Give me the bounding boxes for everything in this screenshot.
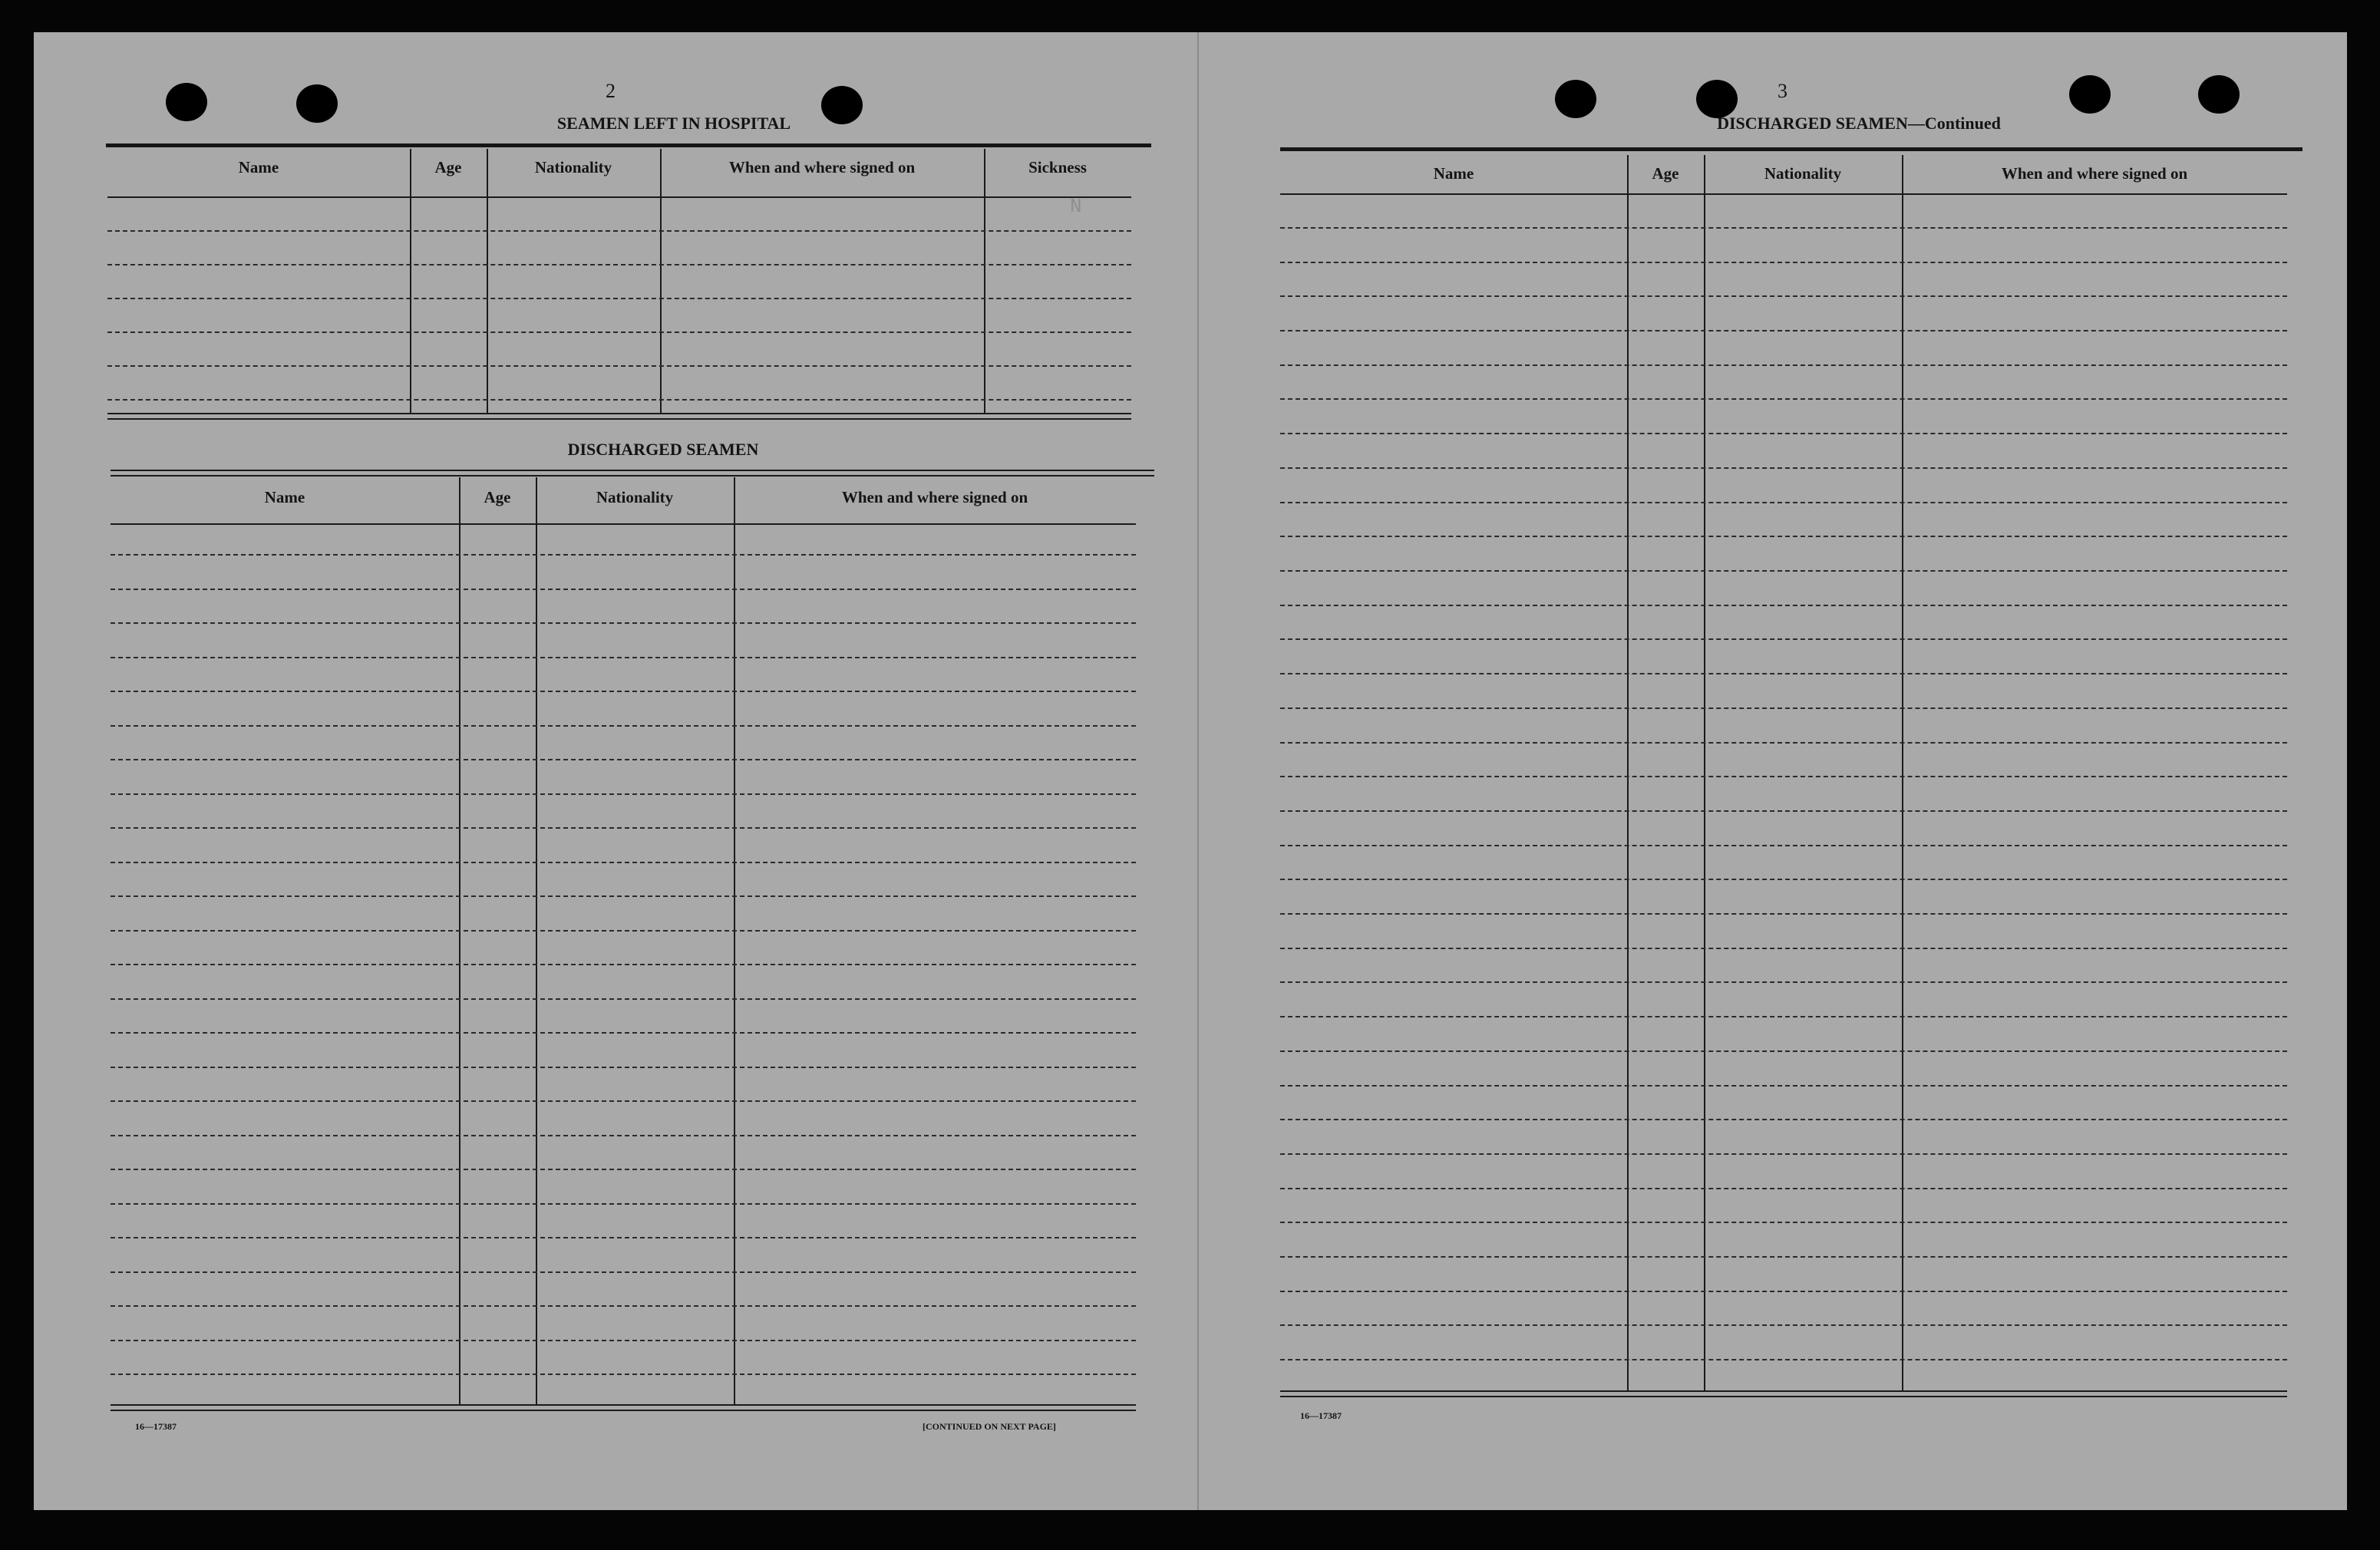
entry-line: [111, 1100, 1136, 1102]
bleed-through-text: N: [1070, 195, 1082, 218]
entry-line: [111, 1203, 1136, 1205]
punch-hole: [1555, 80, 1596, 118]
column-rule: [660, 149, 662, 413]
entry-line: [111, 759, 1136, 760]
column-header: Name: [1433, 164, 1474, 183]
entry-line: [111, 1340, 1136, 1341]
punch-hole: [166, 83, 207, 121]
entry-line: [1280, 707, 2287, 709]
table-bottom-rule: [111, 1404, 1136, 1411]
entry-line: [1280, 1153, 2287, 1155]
entry-line: [111, 895, 1136, 897]
hospital-table-top-rule: [106, 143, 1151, 147]
discharged-continued-title: [1644, 114, 2074, 134]
entry-line: [111, 589, 1136, 590]
column-rule: [459, 477, 460, 1404]
discharged-section-title: DISCHARGED SEAMEN: [567, 440, 759, 459]
table-bottom-rule: [107, 413, 1131, 420]
entry-line: [1280, 776, 2287, 777]
entry-line: [1280, 1085, 2287, 1087]
entry-line: [107, 331, 1131, 333]
entry-line: [1280, 330, 2287, 331]
entry-line: [1280, 742, 2287, 744]
entry-line: [111, 1067, 1136, 1068]
entry-line: [1280, 913, 2287, 915]
entry-line: [107, 365, 1131, 367]
entry-line: [107, 298, 1131, 299]
entry-line: [1280, 1016, 2287, 1017]
punch-hole: [2069, 75, 2111, 114]
section-title-main: DISCHARGED SEAMEN: [1717, 114, 1908, 133]
entry-line: [1280, 364, 2287, 366]
column-header: Name: [264, 488, 305, 506]
column-header: Age: [1652, 164, 1679, 183]
entry-line: [1280, 227, 2287, 229]
entry-line: [1280, 981, 2287, 983]
entry-line: [111, 1032, 1136, 1034]
entry-line: [1280, 1359, 2287, 1360]
discharged-table-top-rule: [111, 470, 1154, 477]
punch-hole: [2198, 75, 2240, 114]
entry-line: [1280, 638, 2287, 640]
column-header: When and where signed on: [728, 158, 916, 176]
column-header: Nationality: [1764, 164, 1842, 183]
entry-line: [111, 930, 1136, 932]
punch-hole: [1696, 80, 1738, 118]
entry-line: [1280, 295, 2287, 297]
entry-line: [1280, 1119, 2287, 1120]
continued-table-top-rule: [1280, 147, 2302, 151]
entry-line: [1280, 845, 2287, 846]
continued-note: [CONTINUED ON NEXT PAGE]: [923, 1421, 1056, 1432]
right-form-page: [1199, 32, 2347, 1510]
entry-line: [107, 230, 1131, 232]
section-title-suffix: —Continued: [1907, 114, 2001, 133]
entry-line: [1280, 262, 2287, 263]
form-number: 16—17387: [135, 1421, 177, 1432]
page-number: 2: [606, 80, 616, 102]
column-header: Sickness: [1028, 158, 1087, 176]
entry-line: [107, 399, 1131, 401]
column-header: When and where signed on: [841, 488, 1028, 506]
entry-line: [111, 554, 1136, 556]
column-rule: [984, 149, 985, 413]
entry-line: [111, 1271, 1136, 1273]
entry-line: [1280, 605, 2287, 606]
left-form-page: [34, 32, 1200, 1510]
entry-line: [1280, 879, 2287, 880]
entry-line: [1280, 570, 2287, 572]
entry-line: [1280, 1188, 2287, 1189]
punch-hole: [296, 84, 338, 123]
entry-line: [1280, 1222, 2287, 1223]
header-rule: [111, 523, 1136, 525]
column-rule: [410, 149, 411, 413]
header-rule: [1280, 193, 2287, 195]
entry-line: [111, 657, 1136, 658]
column-rule: [487, 149, 488, 413]
entry-line: [1280, 948, 2287, 949]
entry-line: [107, 264, 1131, 265]
column-header: Age: [434, 158, 462, 176]
column-rule: [1902, 155, 1903, 1390]
entry-line: [111, 827, 1136, 829]
page-number: 3: [1778, 80, 1787, 102]
column-rule: [734, 477, 735, 1404]
entry-line: [111, 1374, 1136, 1375]
entry-line: [111, 622, 1136, 624]
entry-line: [111, 1237, 1136, 1238]
column-header: Nationality: [596, 488, 674, 506]
column-rule: [536, 477, 537, 1404]
form-number: 16—17387: [1300, 1410, 1342, 1421]
column-header: Name: [238, 158, 279, 176]
hospital-section-title: SEAMEN LEFT IN HOSPITAL: [556, 114, 791, 133]
entry-line: [111, 691, 1136, 692]
column-rule: [1627, 155, 1629, 1390]
table-bottom-rule: [1280, 1390, 2287, 1397]
entry-line: [1280, 1324, 2287, 1326]
entry-line: [111, 964, 1136, 965]
entry-line: [1280, 398, 2287, 400]
entry-line: [1280, 1256, 2287, 1258]
entry-line: [1280, 1291, 2287, 1292]
entry-line: [111, 1135, 1136, 1136]
entry-line: [1280, 810, 2287, 812]
entry-line: [1280, 1050, 2287, 1052]
entry-line: [111, 862, 1136, 863]
entry-line: [111, 998, 1136, 1000]
entry-line: [1280, 536, 2287, 537]
entry-line: [111, 725, 1136, 727]
entry-line: [1280, 502, 2287, 503]
header-rule: [107, 196, 1131, 198]
entry-line: [1280, 433, 2287, 434]
entry-line: [1280, 467, 2287, 469]
column-header: Age: [484, 488, 511, 506]
entry-line: [111, 1169, 1136, 1170]
column-header: When and where signed on: [2001, 164, 2188, 183]
column-rule: [1704, 155, 1705, 1390]
column-header: Nationality: [534, 158, 612, 176]
entry-line: [111, 1305, 1136, 1307]
entry-line: [111, 793, 1136, 795]
entry-line: [1280, 673, 2287, 674]
